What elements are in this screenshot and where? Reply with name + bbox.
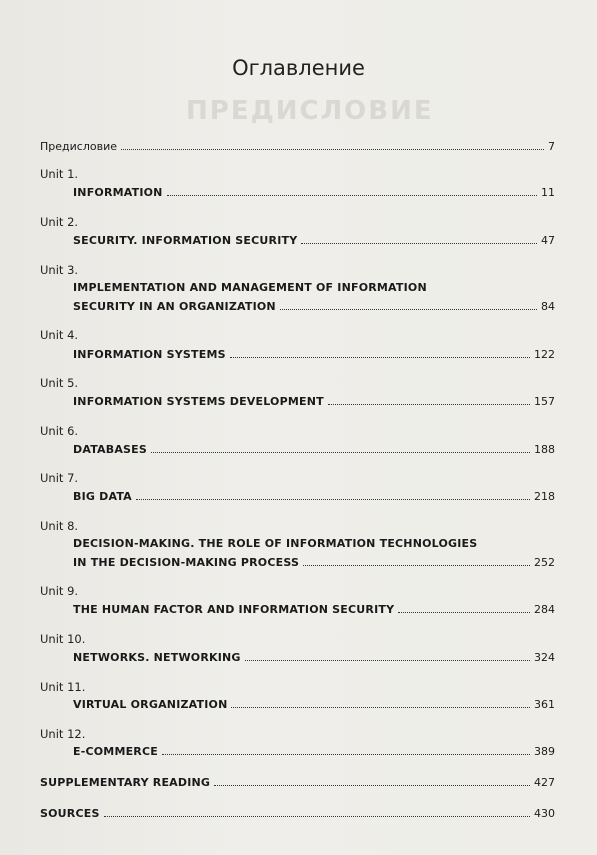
toc-page-number: 430: [534, 807, 555, 820]
unit-label: Unit 1.: [40, 167, 79, 181]
dot-leader: [328, 404, 530, 405]
toc-entry-label: IN THE DECISION-MAKING PROCESS: [73, 556, 300, 569]
toc-entry-label: VIRTUAL ORGANIZATION: [73, 698, 228, 711]
toc-entry-label: NETWORKS. NETWORKING: [73, 651, 241, 664]
unit-label: Unit 4.: [40, 328, 79, 342]
toc-entry-unit-3[interactable]: [73, 300, 555, 313]
toc-entry-label: SOURCES: [40, 807, 100, 820]
toc-entry-label: E-COMMERCE: [73, 745, 158, 758]
toc-entry-title-line: IMPLEMENTATION AND MANAGEMENT OF INFORMATION: [73, 281, 427, 294]
toc-page-number: 11: [541, 186, 555, 199]
unit-label: Unit 3.: [40, 263, 79, 277]
unit-label: Unit 7.: [40, 471, 79, 485]
dot-leader: [121, 149, 544, 150]
unit-label: Unit 10.: [40, 632, 86, 646]
dot-leader: [151, 452, 530, 453]
toc-page-number: 47: [541, 234, 555, 247]
toc-entry-unit-10[interactable]: [73, 651, 555, 664]
dot-leader: [398, 612, 530, 613]
toc-entry-label: SECURITY IN AN ORGANIZATION: [73, 300, 276, 313]
toc-entry-preface[interactable]: [40, 140, 555, 153]
dot-leader: [231, 707, 530, 708]
dot-leader: [301, 243, 537, 244]
toc-page-number: 84: [541, 300, 555, 313]
unit-label: Unit 6.: [40, 424, 79, 438]
toc-entry-label: DATABASES: [73, 443, 148, 456]
toc-entry-unit-6[interactable]: [73, 443, 555, 456]
toc-page-number: 252: [534, 556, 555, 569]
toc-entry-sources[interactable]: [40, 807, 555, 820]
dot-leader: [303, 565, 530, 566]
toc-entry-label: INFORMATION SYSTEMS DEVELOPMENT: [73, 395, 324, 408]
dot-leader: [167, 195, 537, 196]
unit-label: Unit 11.: [40, 680, 86, 694]
toc-page-number: 218: [534, 490, 555, 503]
bleed-through-heading: ПРЕДИСЛОВИЕ: [186, 96, 434, 126]
toc-entry-unit-5[interactable]: [73, 395, 555, 408]
dot-leader: [280, 309, 537, 310]
unit-label: Unit 5.: [40, 376, 79, 390]
dot-leader: [136, 499, 530, 500]
toc-entry-unit-1[interactable]: [73, 186, 555, 199]
toc-entry-label: SUPPLEMENTARY READING: [40, 776, 211, 789]
toc-entry-label: INFORMATION: [73, 186, 163, 199]
toc-entry-label: SECURITY. INFORMATION SECURITY: [73, 234, 298, 247]
toc-entry-unit-2[interactable]: [73, 234, 555, 247]
toc-entry-label: Предисловие: [40, 140, 117, 153]
toc-entry-unit-9[interactable]: [73, 603, 555, 616]
unit-label: Unit 2.: [40, 215, 79, 229]
toc-entry-unit-12[interactable]: [73, 745, 555, 758]
toc-page-number: 389: [534, 745, 555, 758]
unit-label: Unit 12.: [40, 727, 86, 741]
unit-label: Unit 9.: [40, 584, 79, 598]
dot-leader: [162, 754, 530, 755]
toc-entry-unit-7[interactable]: [73, 490, 555, 503]
toc-entry-unit-11[interactable]: [73, 698, 555, 711]
toc-page-number: 122: [534, 348, 555, 361]
toc-page-number: 324: [534, 651, 555, 664]
dot-leader: [245, 660, 530, 661]
dot-leader: [230, 357, 530, 358]
toc-entry-supplementary[interactable]: [40, 776, 555, 789]
toc-entry-label: THE HUMAN FACTOR AND INFORMATION SECURITY: [73, 603, 395, 616]
unit-label: Unit 8.: [40, 519, 79, 533]
toc-page-number: 7: [548, 140, 555, 153]
toc-page-number: 427: [534, 776, 555, 789]
toc-entry-unit-8[interactable]: [73, 556, 555, 569]
toc-page-number: 284: [534, 603, 555, 616]
page-title: Оглавление: [232, 56, 365, 80]
toc-page-number: 361: [534, 698, 555, 711]
toc-page-number: 157: [534, 395, 555, 408]
toc-entry-label: INFORMATION SYSTEMS: [73, 348, 226, 361]
toc-entry-unit-4[interactable]: [73, 348, 555, 361]
dot-leader: [104, 816, 530, 817]
toc-page-number: 188: [534, 443, 555, 456]
toc-entry-title-line: DECISION-MAKING. THE ROLE OF INFORMATION TECHNOLOGIES: [73, 537, 478, 550]
toc-entry-label: BIG DATA: [73, 490, 132, 503]
dot-leader: [214, 785, 530, 786]
